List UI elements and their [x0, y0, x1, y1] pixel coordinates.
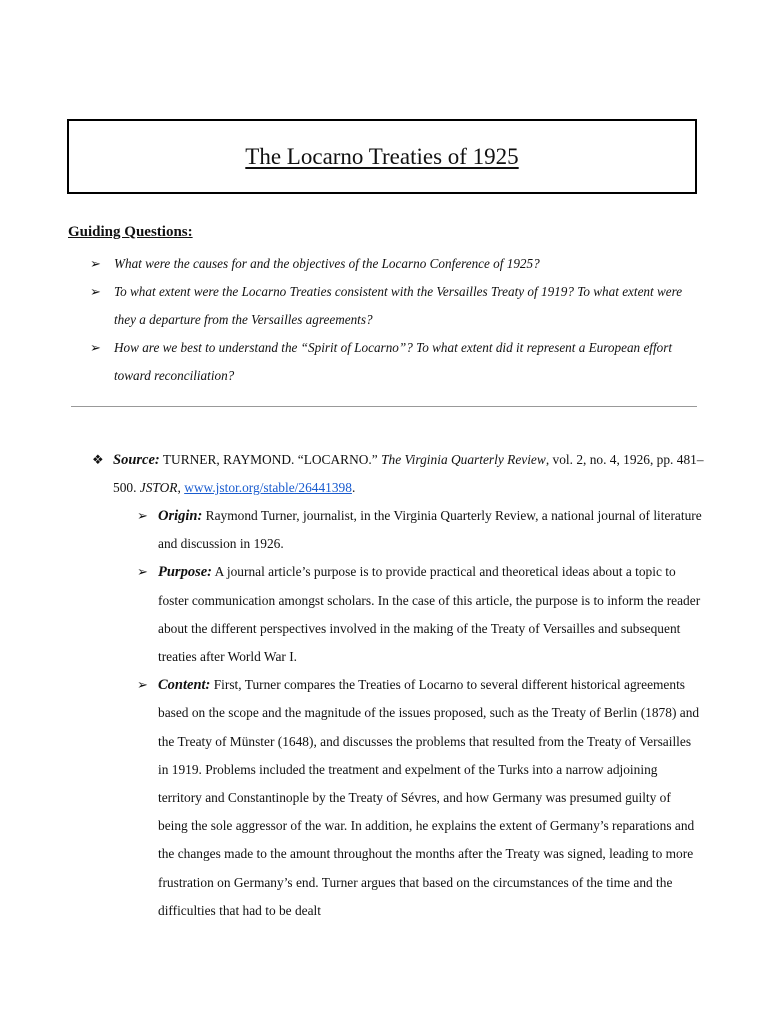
- arrow-bullet-icon: ➢: [90, 284, 101, 299]
- source-details: , vol. 2, no. 4, 1926, pp. 481–500.: [113, 452, 704, 495]
- arrow-bullet-icon: ➢: [137, 564, 148, 580]
- source-database: JSTOR: [139, 480, 178, 495]
- guiding-questions-list: [90, 250, 700, 390]
- arrow-bullet-icon: ➢: [137, 508, 148, 523]
- content-text: First, Turner compares the Treaties of Locarno to several different historical agreements based on the scope and the magnitude of the issues proposed, such as the Treaty of Berlin (1878) and the Treaty of Münster (1648), and discusses the problems that resulted from the Treaty of Versailles in 1919. Problems included the treatment and expelment of the Turks into a narrow adjoining territory and Constantinople by the Treaty of Sévres, and how Germany was presumed guilty of being the sole aggressor of the war. In addition, he explains the extent of Germany’s reparations and the changes made to the amount throughout the months after the Treaty was signed, leading to more frustration on Germany’s end. Turner argues that based on the circumstances of the time and the difficulties that had to be dealt: [158, 677, 700, 918]
- origin-text: Raymond Turner, journalist, in the Virginia Quarterly Review, a national journal of literature and discussion in 1926.: [158, 508, 702, 552]
- arrow-bullet-icon: ➢: [137, 677, 148, 693]
- origin-label: Origin:: [158, 508, 203, 524]
- question-text: To what extent were the Locarno Treaties consistent with the Versailles Treaty of 1919? To what extent were they a departure from the Versailles agreements?: [114, 284, 683, 327]
- purpose-label: Purpose:: [158, 564, 212, 581]
- section-divider: [71, 406, 697, 407]
- diamond-bullet-icon: ❖: [92, 452, 104, 467]
- source-comma: ,: [177, 480, 185, 495]
- source-citation: [92, 446, 704, 502]
- opc-analysis-list: [137, 502, 703, 925]
- origin-item: [137, 502, 703, 558]
- page-title: The Locarno Treaties of 1925: [245, 143, 519, 169]
- source-journal: The Virginia Quarterly Review: [381, 452, 546, 467]
- arrow-bullet-icon: ➢: [90, 256, 101, 271]
- guiding-question: [90, 278, 700, 334]
- content-label: Content:: [158, 677, 211, 694]
- arrow-bullet-icon: ➢: [90, 340, 101, 355]
- guiding-question: [90, 250, 700, 278]
- title-box: [67, 119, 697, 194]
- source-end: .: [351, 480, 356, 495]
- question-text: What were the causes for and the objectives of the Locarno Conference of 1925?: [114, 256, 540, 271]
- question-text: How are we best to understand the “Spirit of Locarno”? To what extent did it represent a European effort toward reconciliation?: [114, 340, 673, 383]
- guiding-question: [90, 334, 700, 390]
- source-url-link[interactable]: www.jstor.org/stable/26441398: [184, 480, 352, 495]
- purpose-text: A journal article’s purpose is to provide practical and theoretical ideas about a topic to foster communication amongst scholars. In the case of this article, the purpose is to inform the reader about the different perspectives involved in the making of the Treaty of Versailles and subsequent treaties after World War I.: [158, 564, 701, 665]
- source-label: Source:: [113, 452, 160, 468]
- content-item: [137, 671, 703, 925]
- purpose-item: [137, 558, 703, 671]
- source-authors-title: TURNER, RAYMOND. “LOCARNO.”: [159, 452, 382, 467]
- guiding-questions-heading: Guiding Questions:: [68, 224, 193, 240]
- source-row: [92, 446, 704, 502]
